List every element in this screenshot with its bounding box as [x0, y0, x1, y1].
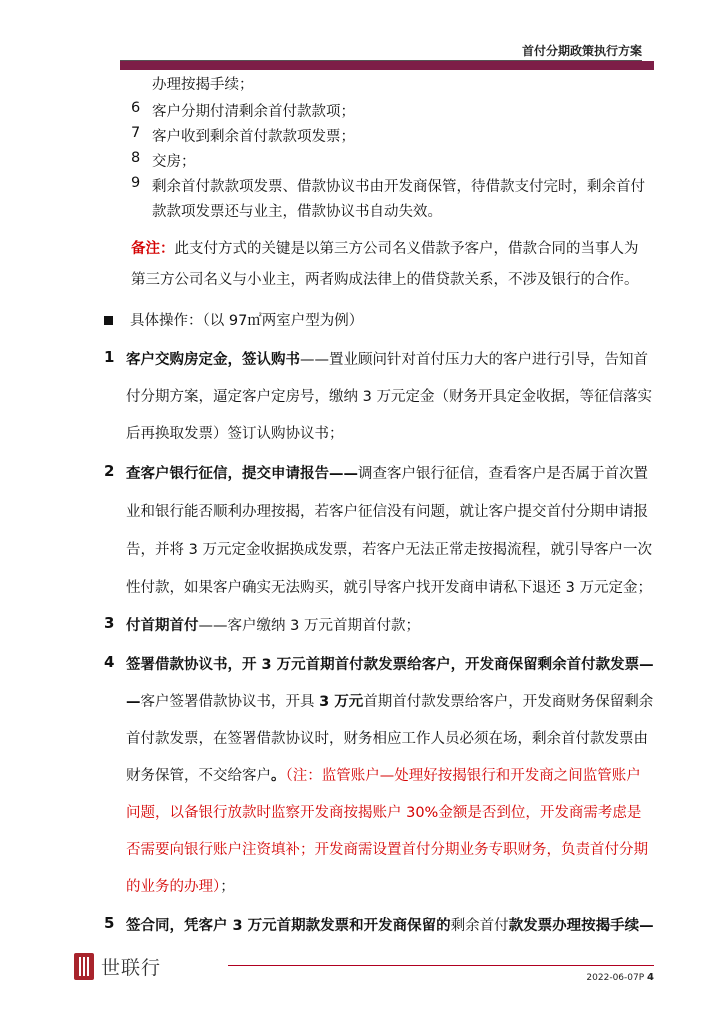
step-5-line-1: 签合同，凭客户 3 万元首期款发票和开发商保留的剩余首付款发票办理按揭手续—: [126, 918, 654, 934]
header-accent-bar: [120, 61, 654, 70]
note-line-2: 第三方公司名义与小业主，两者购成法律上的借贷款关系，不涉及银行的合作。: [131, 272, 639, 288]
list-item-number: 6: [131, 100, 141, 116]
company-logo-icon: [74, 953, 94, 980]
list-item-continuation: 款款项发票还与业主，借款协议书自动失效。: [152, 204, 442, 220]
step-2-line-3: 告，并将 3 万元定金收据换成发票，若客户无法正常走按揭流程，就引导客户一次: [126, 542, 652, 558]
step-2-line-2: 业和银行能否顺利办理按揭，若客户征信没有问题，就让客户提交首付分期申请报: [126, 504, 648, 520]
list-item-number: 7: [131, 125, 141, 141]
step-2-line-4: 性付款，如果客户确实无法购买，就引导客户找开发商申请私下退还 3 万元定金；: [126, 580, 652, 596]
note-label: 备注：: [131, 241, 175, 257]
step-number: 3: [104, 614, 115, 632]
step-4-note-line: 否需要向银行账户注资填补；开发商需设置首付分期业务专职财务，负责首付分期: [126, 842, 648, 858]
step-4-line-4: 财务保管，不交给客户。（注：监管账户—处理好按揭银行和开发商之间监管账户: [126, 768, 641, 784]
step-4-line-1: 签署借款协议书，开 3 万元首期首付款发票给客户，开发商保留剩余首付款发票—: [126, 657, 654, 673]
step-number: 5: [104, 914, 115, 932]
step-1-line-1: 客户交购房定金，签认购书——置业顾问针对首付压力大的客户进行引导，告知首: [126, 352, 648, 368]
square-bullet-icon: [104, 316, 113, 325]
step-number: 2: [104, 462, 115, 480]
page-number: 4: [647, 972, 654, 983]
step-1-line-3: 后再换取发票）签订认购协议书；: [126, 426, 344, 442]
footer-divider: [228, 965, 654, 966]
section-heading: 具体操作：（以 97㎡两室户型为例）: [130, 313, 364, 329]
step-3-line-1: 付首期首付——客户缴纳 3 万元首期首付款；: [126, 618, 420, 634]
step-number: 1: [104, 348, 115, 366]
footer-date-page: 2022-06-07P 4: [586, 972, 654, 983]
company-logo-text: 世联行: [101, 957, 162, 979]
step-2-line-1: 查客户银行征信，提交申请报告——调查客户银行征信，查看客户是否属于首次置: [126, 466, 648, 482]
step-4-line-3: 首付款发票，在签署借款协议时，财务相应工作人员必须在场，剩余首付款发票由: [126, 731, 648, 747]
note-line-1: 备注：此支付方式的关键是以第三方公司名义借款予客户，借款合同的当事人为: [131, 241, 639, 257]
step-number: 4: [104, 653, 115, 671]
list-item: 剩余首付款款项发票、借款协议书由开发商保管，待借款支付完时，剩余首付: [152, 179, 645, 195]
list-item: 客户分期付清剩余首付款款项；: [152, 104, 355, 120]
list-item-number: 9: [131, 175, 141, 191]
list-item: 交房；: [152, 154, 196, 170]
list-item-continuation: 办理按揭手续；: [152, 77, 254, 93]
list-item-number: 8: [131, 150, 141, 166]
step-4-line-2: —客户签署借款协议书，开具 3 万元首期首付款发票给客户，开发商财务保留剩余: [126, 694, 654, 710]
step-1-line-2: 付分期方案，逼定客户定房号，缴纳 3 万元定金（财务开具定金收据，等征信落实: [126, 389, 652, 405]
document-title: 首付分期政策执行方案: [521, 44, 642, 58]
step-4-note-line: 问题，以备银行放款时监察开发商按揭账户 30%金额是否到位，开发商需考虑是: [126, 805, 642, 821]
step-4-line-last: 的业务的办理）；: [126, 879, 235, 895]
list-item: 客户收到剩余首付款款项发票；: [152, 129, 355, 145]
